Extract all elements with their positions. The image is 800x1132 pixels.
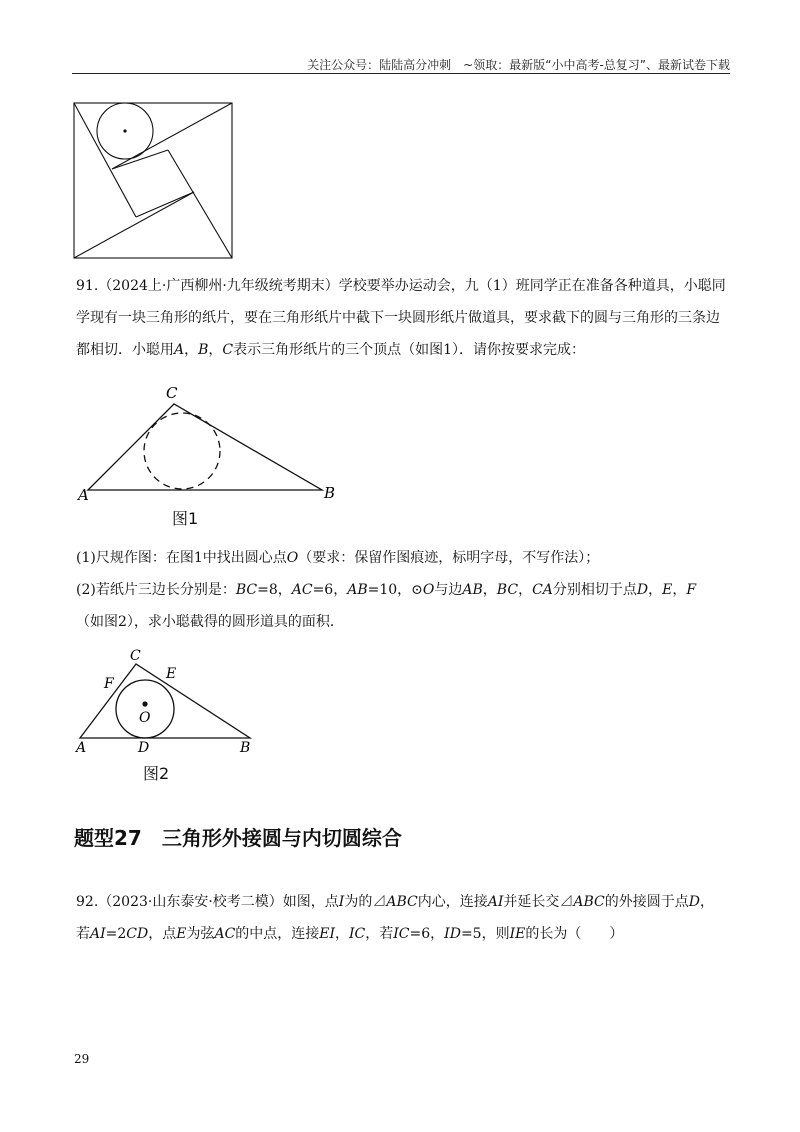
page-header: 关注公众号：陆陆高分冲刺 ~领取：最新版“小中高考-总复习”、最新试卷下载 <box>307 58 730 72</box>
dashed-incircle <box>144 413 220 489</box>
square-pinwheel-figure <box>72 100 236 260</box>
q91-part1: (1)尺规作图：在图1中找出圆心点O（要求：保留作图痕迹，标明字母，不写作法）； <box>76 550 600 566</box>
pinwheel-line <box>74 103 136 217</box>
q91-line3: 都相切．小聪用A，B，C表示三角形纸片的三个顶点（如图1）．请你按要求完成： <box>76 342 586 358</box>
q92-line2: 若AI=2CD，点E为弦AC的中点，连接EI，IC，若IC=6，ID=5，则IE的长为（ ） <box>76 926 624 942</box>
q91-part2-line1: (2)若纸片三边长分别是：BC=8，AC=6，AB=10，⊙O与边AB，BC，CA分别相切于点D，E，F <box>76 582 697 598</box>
label-f: F <box>104 676 114 692</box>
pinwheel-line <box>74 192 194 258</box>
label-a: A <box>76 740 87 756</box>
inner-square-edge <box>136 192 194 217</box>
q91-line1: 91.（2024上·广西柳州·九年级统考期末）学校要举办运动会，九（1）班同学正在准备各种道具，小聪同 <box>76 278 726 294</box>
label-d: D <box>138 740 150 756</box>
label-o: O <box>139 710 151 726</box>
center-o-dot <box>142 701 147 706</box>
figure-2 <box>70 642 270 762</box>
label-e: E <box>166 666 177 682</box>
label-c: C <box>166 384 178 402</box>
figure-2-caption: 图2 <box>143 764 170 783</box>
label-c: C <box>130 648 141 664</box>
q91-line2: 学现有一块三角形的纸片，要在三角形纸片中截下一块圆形纸片做道具，要求截下的圆与三角形的三条边 <box>76 310 720 326</box>
page-number: 29 <box>74 1052 90 1066</box>
label-b: B <box>324 484 336 502</box>
incircle <box>116 680 174 738</box>
figure-1 <box>70 376 350 526</box>
circle-center-dot <box>123 129 126 132</box>
pinwheel-line <box>168 150 232 258</box>
label-a: A <box>78 486 89 504</box>
section-title: 题型27 三角形外接圆与内切圆综合 <box>74 826 402 850</box>
q91-part2-line2: （如图2），求小聪截得的圆形道具的面积． <box>76 614 344 630</box>
q92-line1: 92.（2023·山东泰安·校考二模）如图，点I为的⊿ABC内心，连接AI并延长交⊿ABC的外接圆于点D， <box>76 894 714 910</box>
label-b: B <box>240 740 251 756</box>
inner-square-edge <box>112 150 168 169</box>
triangle-abc <box>88 404 322 490</box>
figure-1-caption: 图1 <box>172 509 199 528</box>
header-rule <box>72 73 730 74</box>
